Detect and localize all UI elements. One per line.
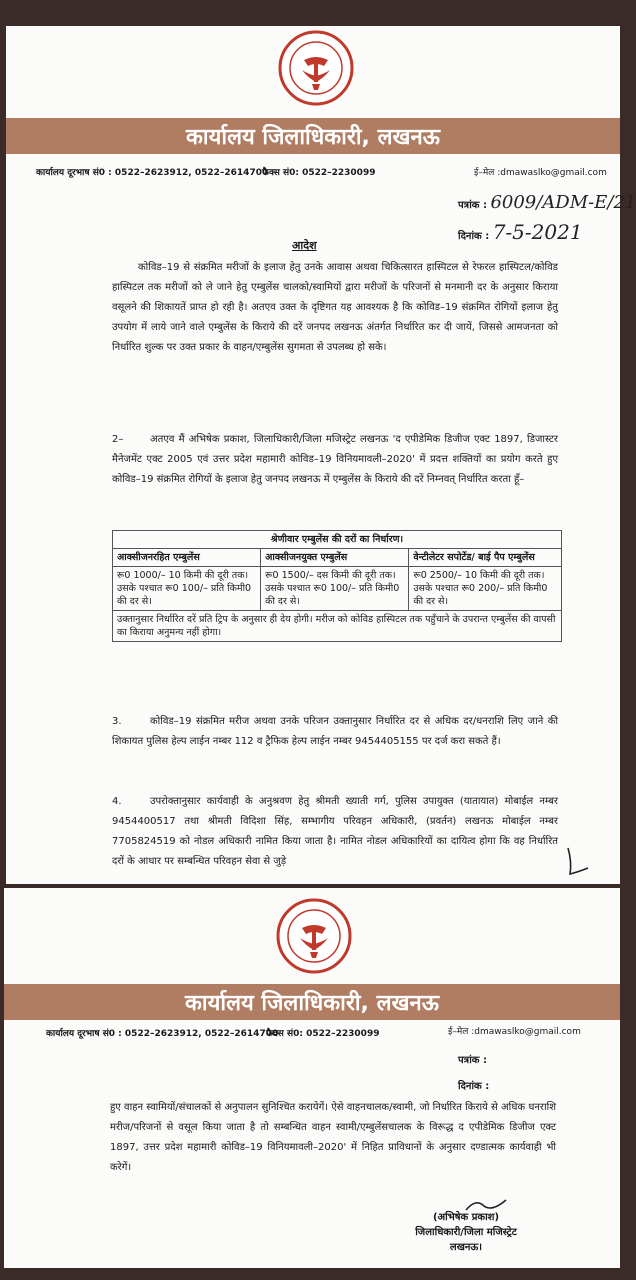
patrank-row: पत्रांक : 6009/ADM-E/21 (458, 192, 636, 213)
table-footnote: उक्तानुसार निर्धारित दरें प्रति ट्रिप के अनुसार ही देय होगी। मरीज को कोविड हास्पिटल तक पहुँचाने के उपरान्त एम्बुलेंस की वापसी का किराया अनुमन्य नहीं होगा। (113, 611, 562, 642)
up-government-emblem-icon (276, 898, 352, 974)
table-footnote-row (113, 611, 562, 642)
signatory-name: (अभिषेक प्रकाश) (432, 1212, 500, 1223)
order-title: आदेश (292, 239, 317, 252)
ambulance-rates-table (112, 530, 562, 642)
patrank-value: 6009/ADM-E/21 (490, 192, 636, 213)
table-cell: रू0 2500/– 10 किमी की दूरी तक। उसके पश्चात रू0 200/– प्रति किमी0 की दर से। (409, 567, 562, 611)
table-cell: रू0 1000/– 10 किमी की दूरी तक। उसके पश्चात रू0 100/– प्रति किमी0 की दर से। (113, 567, 261, 611)
column-header: आक्सीजनयुक्त एम्बुलेंस (261, 549, 409, 567)
office-phone: कार्यालय दूरभाष सं0 : 0522–2623912, 0522–2614700 (46, 1029, 279, 1039)
dinank-value: 7-5-2021 (492, 220, 583, 244)
column-header: वेन्टीलेटर सपोर्टेड/ बाई पैप एम्बुलेंस (409, 549, 562, 567)
document-page-1 (6, 26, 636, 884)
signatory-designation: जिलाधिकारी/जिला मजिस्ट्रेट (415, 1227, 517, 1238)
office-email: ई–मेल :dmawaslko@gmail.com (474, 168, 607, 178)
document-page-2 (4, 888, 620, 1268)
office-fax: फैक्स सं0: 0522–2230099 (262, 168, 376, 178)
table-caption: श्रेणीवार एम्बुलेंस की दरों का निर्धारण। (113, 531, 562, 549)
column-header: आक्सीजनरहित एम्बुलेंस (113, 549, 261, 567)
office-title: कार्यालय जिलाधिकारी, लखनऊ (185, 991, 439, 1016)
office-title: कार्यालय जिलाधिकारी, लखनऊ (186, 125, 440, 150)
dinank-row: दिनांक : (458, 1081, 490, 1092)
table-caption-row (113, 531, 562, 549)
signatory-place: लखनऊ। (449, 1242, 483, 1253)
signature-block (384, 1210, 548, 1255)
table-header-row (113, 549, 562, 567)
office-banner (6, 118, 620, 154)
office-banner (4, 984, 620, 1020)
paragraph-3: 3. कोविड–19 संक्रमित मरीज अथवा उनके परिजन उक्तानुसार निर्धारित दर से अधिक दर/धनराशि लिए जाने की शिकायत पुलिस हेल्प लाईन नम्बर 112 व ट्रैफिक हेल्प लाईन नम्बर 9454405155 पर दर्ज करा सकते हैं। (112, 716, 558, 747)
paragraph-5: हुए वाहन स्वामियों/संचालकों से अनुपालन सुनिश्चित करायेगें। ऐसे वाहनचालक/स्वामी, जो निर्धारित किराये से अधिक धनराशि मरीज/परिजनों से वसूल किया जाता है तो सम्बन्धित वाहन स्वामी/एम्बुलेंसचालक के विरूद्ध द एपीडेमिक डिजीज एक्ट 1897, उत्तर प्रदेश महामारी कोविड–19 विनियमावली–2020' में निहित प्राविधानों के अनुसार दण्डात्मक कार्यवाही भी करेगें। (110, 1102, 556, 1173)
patrank-row: पत्रांक : (458, 1055, 487, 1066)
paragraph-2: 2– अतएव मैं अभिषेक प्रकाश, जिलाधिकारी/जिला मजिस्ट्रेट लखनऊ 'द एपीडेमिक डिजीज एक्ट 1897, डिजास्टर मैनेजमेंट एक्ट 2005 एवं उत्तर प्रदेश महामारी कोविड–19 विनियमावली–2020' में प्रदत्त शक्तियों का प्रयोग करते हुए कोविड–19 संक्रमित रोगियों के इलाज हेतु जनपद लखनऊ में एम्बुलेंस के किराये की दरें निम्नवत् निर्धारित करता हूँ– (112, 434, 558, 485)
office-phone: कार्यालय दूरभाष सं0 : 0522–2623912, 0522–2614700 (36, 168, 269, 178)
dinank-row: दिनांक : 7-5-2021 (458, 220, 583, 244)
office-email: ई–मेल :dmawaslko@gmail.com (448, 1027, 581, 1037)
paragraph-4: 4. उपरोक्तानुसार कार्यवाही के अनुश्रवण हेतु श्रीमती ख्याती गर्ग, पुलिस उपायुक्त (यातायात) मोबाईल नम्बर 9454400517 तथा श्रीमती विदिशा सिंह, सम्भागीय परिवहन अधिकारी, (प्रवर्तन) लखनऊ मोबाईल नम्बर 7705824519 को नोडल अधिकारी नामित किया जाता है। नामित नोडल अधिकारियों का दायित्व होगा कि वह निर्धारित दरों के आधार पर सम्बन्धित परिवहन सेवा से जुड़े (112, 796, 558, 867)
office-fax: फैक्स सं0: 0522–2230099 (266, 1029, 380, 1039)
up-government-emblem-icon (278, 30, 354, 106)
table-row (113, 567, 562, 611)
paragraph-1: कोविड–19 से संक्रमित मरीजों के इलाज हेतु उनके आवास अथवा चिकित्सारत हास्पिटल से रेफरल हास्पिटल/कोविड हास्पिटल तक मरीजों को ले जाने हेतु एम्बुलेंस चालको/स्वामियों द्वारा मरीजों के परिजनों से मनमानी दर के अनुसार किराया वसूलने की शिकायतें प्राप्त हो रही है। अतएव उक्त के दृष्टिगत यह आवश्यक है कि कोविड–19 संक्रमित रोगियों इलाज हेतु उपयोग में लाये जाने वाले एम्बुलेंस के किराये की दरें जनपद लखनऊ अंतर्गत निर्धारित कर दी जायें, जिससे आमजनता को निर्धारित शुल्क पर उक्त प्रकार के वाहन/एम्बुलेंस सुगमता से उपलब्ध हो सके। (112, 262, 558, 353)
handwritten-mark-icon (562, 844, 592, 878)
table-cell: रू0 1500/– दस किमी की दूरी तक। उसके पश्चात रू0 100/– प्रति किमी0 की दर से। (261, 567, 409, 611)
